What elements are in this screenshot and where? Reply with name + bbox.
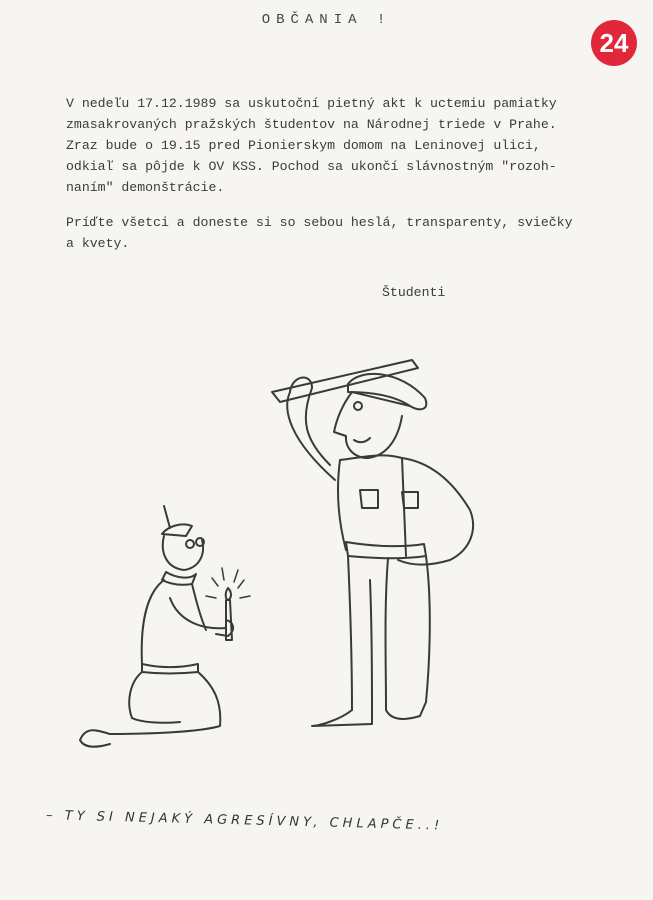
cartoon-illustration (0, 330, 653, 770)
policeman-figure (272, 360, 473, 726)
logo-24-badge: 24 (591, 20, 637, 66)
leaflet-heading: OBČANIA ! (261, 12, 392, 28)
invitation-paragraph: Príďte všetci a doneste si so sebou heslá, transparenty, sviečky a kvety. (66, 215, 573, 251)
handwritten-caption: – TY SI NEJAKÝ AGRESÍVNY, CHLAPČE..! (45, 808, 444, 834)
signature: Študenti (382, 285, 446, 300)
announcement-paragraph: V nedeľu 17.12.1989 sa uskutoční pietný akt k uctemiu pamiatky zmasakrovaných pražských študentov na Národnej triede v Prahe. Zraz bude o 19.15 pred Pionierskym domom na Leninovej ulici, odkiaľ sa pôjde k OV KSS. Pochod sa ukončí slávnostným "rozoh- naním" demonštrácie. (66, 96, 557, 195)
kneeling-student-figure (80, 506, 250, 747)
